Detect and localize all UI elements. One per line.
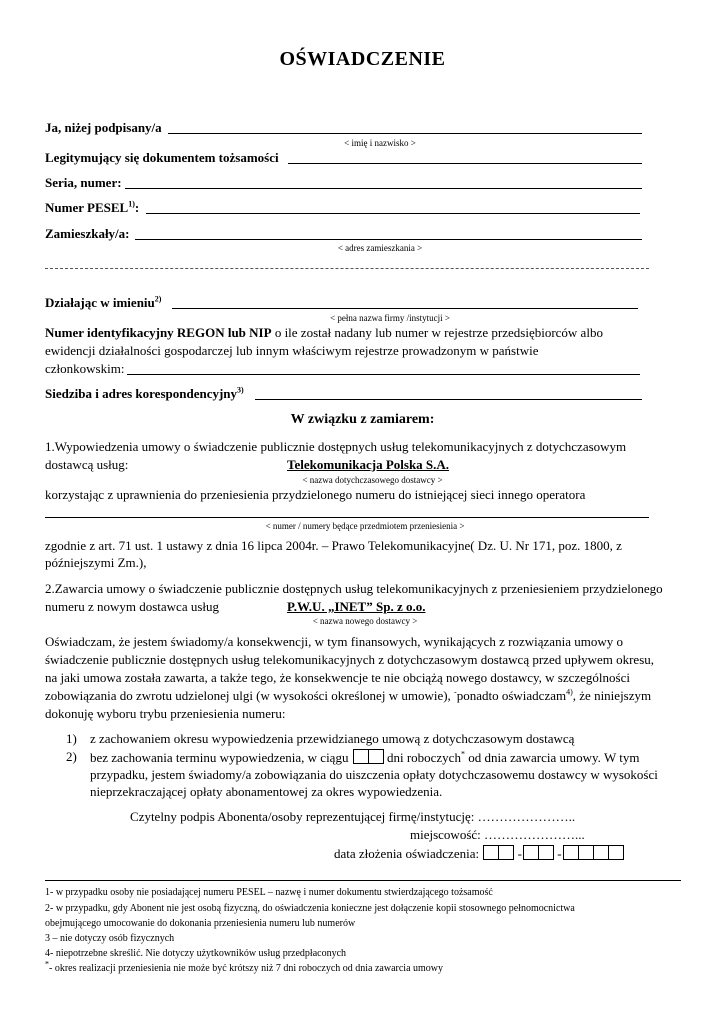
address-label: Zamieszkały/a: xyxy=(45,226,130,241)
acting-label: Działając w imieniu$^{2)}$ xyxy=(45,294,162,310)
working-days-box-1[interactable] xyxy=(353,749,369,764)
regon-line-3: członkowskim: xyxy=(45,361,125,376)
date-month-box-2[interactable] xyxy=(538,845,554,860)
date-year-box-4[interactable] xyxy=(608,845,624,860)
regon-line-2: ewidencji działalności gospodarczej lub innym właściwym rejestrze prowadzonym w państwie xyxy=(45,343,539,358)
numbers-caption: < numer / numery będące przedmiotem przeniesienia > xyxy=(265,521,465,531)
declaration-line-1: Oświadczam, że jestem świadomy/a konsekwencji, w tym finansowych, wynikających z rozwiązania umowy o xyxy=(45,634,623,649)
pesel-label: Numer PESEL$^{1)}$: xyxy=(45,199,140,215)
footnote-divider xyxy=(45,880,681,881)
seat-label: Siedziba i adres korespondencyjny$^{3)}$ xyxy=(45,385,244,401)
current-provider: Telekomunikacja Polska S.A. xyxy=(287,457,450,472)
numbers-field[interactable] xyxy=(45,517,649,518)
law-line-1: zgodnie z art. 71 ust. 1 ustawy z dnia 16 lipca 2004r. – Prawo Telekomunikacyjne( Dz. U. Nr 171, poz. 1800, z xyxy=(45,538,622,553)
address-field[interactable] xyxy=(135,239,642,240)
option-2-line-1: bez zachowania terminu wypowiedzenia, w ciągu dni roboczych* od dnia zawarcia umowy. W tym xyxy=(90,749,640,765)
place-label: miejscowość: …………………... xyxy=(410,827,585,842)
declaration-line-2: świadczenie publicznie dostępnych usług telekomunikacyjnych z dotychczasowym dostawcą przed upływem okresu, xyxy=(45,652,655,667)
intent-p2-line-1: 2.Zawarcia umowy o świadczenie publicznie dostępnych usług telekomunikacyjnych z przeniesieniem przydzielonego xyxy=(45,581,663,596)
date-year-box-2[interactable] xyxy=(578,845,594,860)
pesel-footnote-ref: 1) xyxy=(128,199,135,209)
pesel-field[interactable] xyxy=(146,213,640,214)
declaration-line-3: na jaki umowa została zawarta, a także tego, że konsekwencje te nie obciążą nowego dostawcy, w szczególności xyxy=(45,670,630,685)
law-line-2: późniejszymi Zm.), xyxy=(45,555,147,570)
acting-field[interactable] xyxy=(172,308,638,309)
address-caption: < adres zamieszkania > xyxy=(337,243,423,253)
acting-footnote-ref: 2) xyxy=(154,294,162,304)
acting-caption: < pełna nazwa firmy /instytucji > xyxy=(330,313,450,323)
name-caption: < imię i nazwisko > xyxy=(344,138,416,148)
footnote-star: *- okres realizacji przeniesienia nie może być krótszy niż 7 dni roboczych od dnia zawarcia umowy xyxy=(45,959,444,974)
option-2-number: 2) xyxy=(66,749,77,764)
intent-p1-line-2: dostawcą usług: xyxy=(45,457,129,472)
id-document-label: Legitymujący się dokumentem tożsamości xyxy=(45,150,279,165)
seat-footnote-ref: 3) xyxy=(237,385,244,395)
date-year-boxes[interactable] xyxy=(564,845,624,862)
option-2-star-ref: * xyxy=(460,749,465,759)
current-provider-caption: < nazwa dotychczasowego dostawcy > xyxy=(302,475,443,485)
date-month-box-1[interactable] xyxy=(523,845,539,860)
date-day-boxes[interactable] xyxy=(484,845,514,862)
footnote-2-cont: obejmującego umocowanie do dokonania przeniesienia numeru lub numerów xyxy=(45,918,356,929)
date-row: data złożenia oświadczenia: - - xyxy=(334,845,624,862)
date-year-box-1[interactable] xyxy=(563,845,579,860)
regon-field[interactable] xyxy=(127,374,640,375)
new-provider: P.W.U. „INET” Sp. z o.o. xyxy=(287,599,426,614)
page-title: OŚWIADCZENIE xyxy=(279,48,446,70)
option-2-line-2: przypadku, jestem świadomy/a zobowiązania do uiszczenia opłaty dotychczasowemu dostawcy w wysokości xyxy=(90,767,658,782)
option-1-number: 1) xyxy=(66,731,77,746)
signature-label: Czytelny podpis Abonenta/osoby reprezentującej firmę/instytucję: ………………….. xyxy=(130,809,576,824)
intent-heading: W związku z zamiarem: xyxy=(290,412,435,427)
intent-p1-line-1: 1.Wypowiedzenia umowy o świadczenie publicznie dostępnych usług telekomunikacyjnych z dotychczasowym xyxy=(45,439,627,454)
option-2-line-3: nieprzekraczającej opłaty abonamentowej za okres wypowiedzenia. xyxy=(90,784,443,799)
date-day-box-2[interactable] xyxy=(498,845,514,860)
option-1-text: z zachowaniem okresu wypowiedzenia przewidzianego umową z dotychczasowym dostawcą xyxy=(90,731,575,746)
working-days-boxes[interactable] xyxy=(354,749,384,766)
date-year-box-3[interactable] xyxy=(593,845,609,860)
series-field[interactable] xyxy=(125,188,642,189)
working-days-box-2[interactable] xyxy=(368,749,384,764)
footnote-3: 3 – nie dotyczy osób fizycznych xyxy=(45,933,175,944)
intent-p1-line-3: korzystając z uprawnienia do przeniesienia przydzielonego numeru do istniejącej sieci innego operatora xyxy=(45,487,586,502)
new-provider-caption: < nazwa nowego dostawcy > xyxy=(312,616,418,626)
footnote-1: 1- w przypadku osoby nie posiadającej numeru PESEL – nazwę i numer dokumentu stwierdzającego tożsamość xyxy=(45,887,493,898)
id-document-field[interactable] xyxy=(288,163,642,164)
name-label: Ja, niżej podpisany/a xyxy=(45,120,162,135)
declaration-footnote-ref: 4) xyxy=(566,687,573,697)
seat-field[interactable] xyxy=(255,399,642,400)
intent-p2-line-2: numeru z nowym dostawca usług xyxy=(45,599,220,614)
name-field[interactable] xyxy=(168,133,642,134)
declaration-line-5: dokonuję wyboru trybu przeniesienia numeru: xyxy=(45,706,286,721)
section-divider xyxy=(45,268,649,269)
series-label: Seria, numer: xyxy=(45,175,122,190)
regon-line-1: Numer identyfikacyjny REGON lub NIP o ile został nadany lub numer w rejestrze przedsiębiorców albo xyxy=(45,325,603,340)
declaration-line-4: zobowiązania do zwrotu udzielonej ulgi (w wysokości określonej w umowie), -ponadto oświadczam$^{4)}$, że niniejszym xyxy=(45,687,652,703)
footnote-2: 2- w przypadku, gdy Abonent nie jest osobą fizyczną, do oświadczenia konieczne jest dołączenie kopii stosownego pełnomocnictwa xyxy=(45,903,575,914)
date-day-box-1[interactable] xyxy=(483,845,499,860)
date-month-boxes[interactable] xyxy=(524,845,554,862)
footnote-4: 4- niepotrzebne skreślić. Nie dotyczy użytkowników usług przedpłaconych xyxy=(45,948,347,959)
